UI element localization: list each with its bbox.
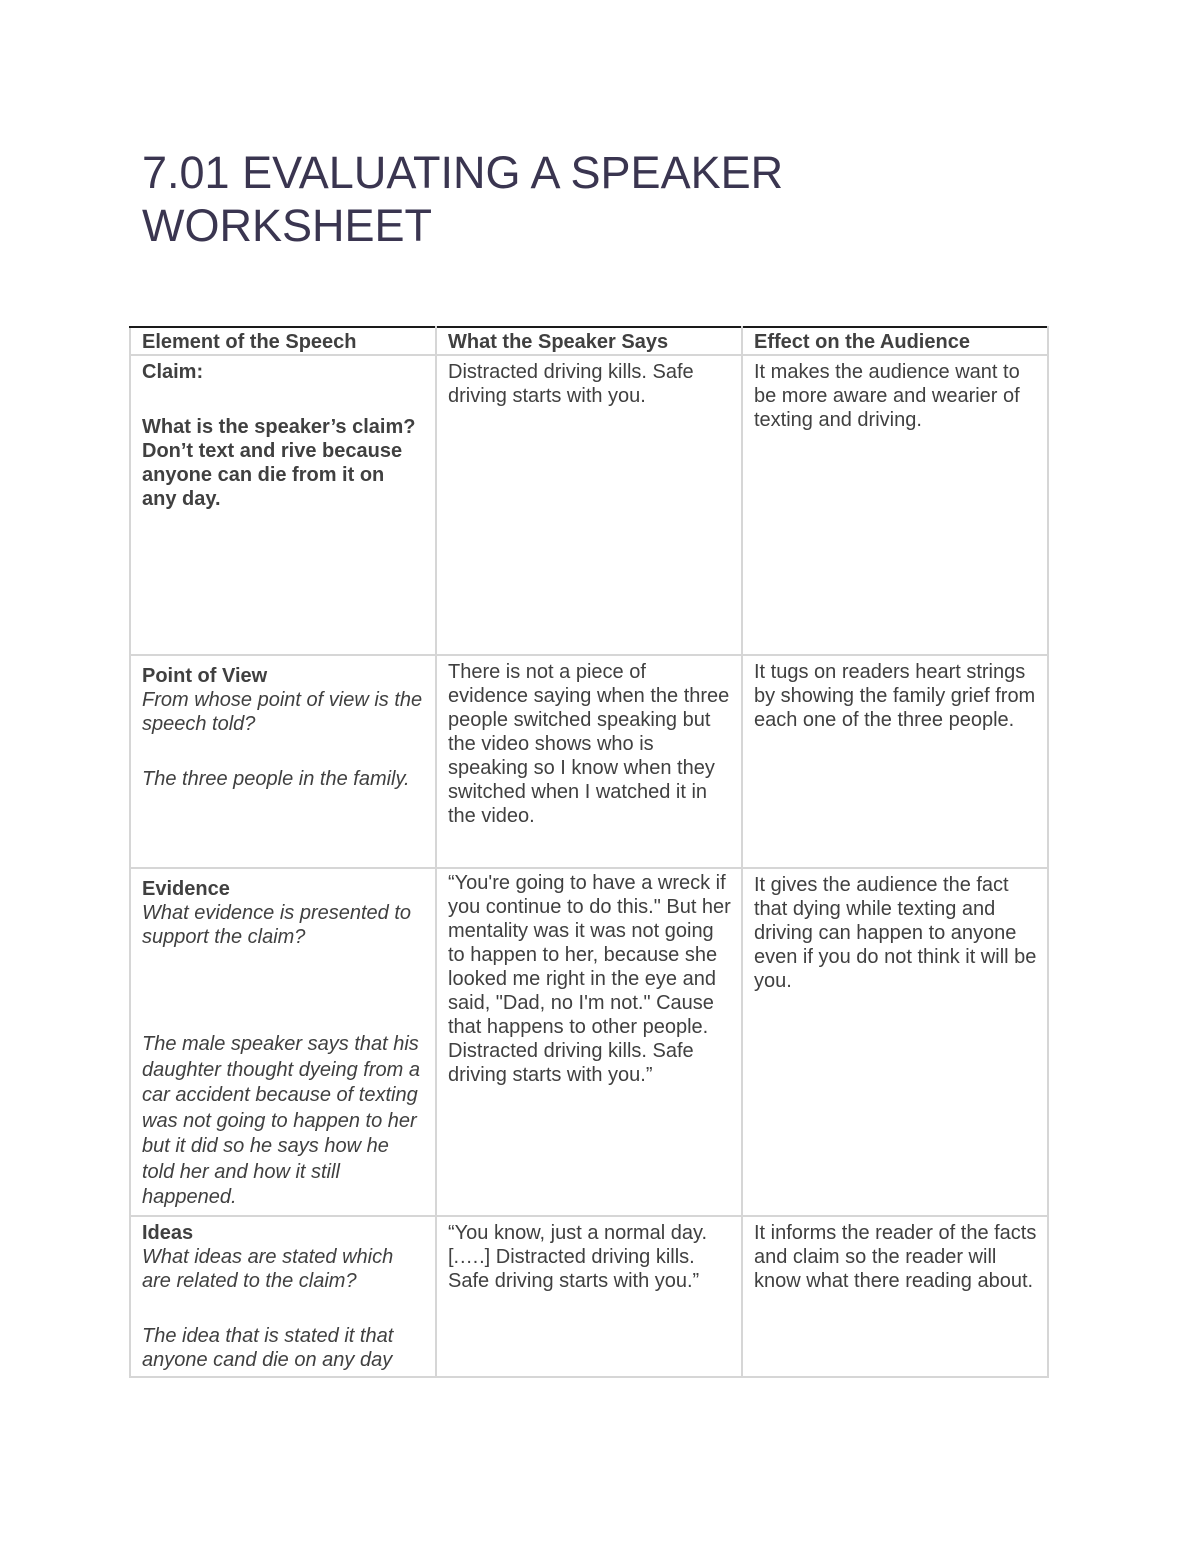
header-speaker-says: What the Speaker Says	[436, 327, 742, 355]
claim-answer-line-3: any day.	[142, 488, 221, 510]
title-line-2: WORKSHEET	[142, 200, 433, 251]
evaluation-table	[129, 326, 1049, 1378]
claim-element-cell	[130, 355, 436, 655]
ideas-effect-cell	[742, 1216, 1048, 1377]
evidence-effect-text: It gives the audience the fact that dying while texting and driving can happen to anyone even if you do not think it will be you.	[754, 874, 1037, 992]
table-row-evidence	[130, 868, 1048, 1216]
ideas-says-cell	[436, 1216, 742, 1377]
pov-says-text: There is not a piece of evidence saying when the three people switched speaking but the video shows who is speaking so I know when they switched when I watched it in the video.	[448, 661, 730, 827]
evidence-says-part-2: Distracted driving kills. Safe driving starts with you.”	[448, 1040, 694, 1086]
table-row-point-of-view	[130, 655, 1048, 868]
claim-answer	[142, 415, 425, 511]
title-line-1: 7.01 EVALUATING A SPEAKER	[142, 147, 784, 198]
claim-says-text: Distracted driving kills. Safe driving starts with you.	[448, 361, 694, 407]
pov-says-cell	[436, 655, 742, 868]
evidence-says-cell	[436, 868, 742, 1216]
pov-effect-text: It tugs on readers heart strings by showing the family grief from each one of the three people.	[754, 661, 1036, 731]
evidence-label: Evidence	[142, 878, 230, 900]
claim-answer-line-1: Don’t text and rive because	[142, 440, 403, 462]
pov-answer: The three people in the family.	[142, 768, 410, 790]
table-row-ideas	[130, 1216, 1048, 1377]
pov-prompt: From whose point of view is the speech told?	[142, 689, 423, 735]
evidence-element-cell	[130, 868, 436, 1216]
ideas-says-text: “You know, just a normal day. [.….] Distracted driving kills. Safe driving starts with you.”	[448, 1221, 708, 1292]
ideas-answer: The idea that is stated it that anyone cand die on any day	[142, 1324, 394, 1371]
claim-answer-line-2: anyone can die from it on	[142, 464, 385, 486]
ideas-label: Ideas	[142, 1221, 194, 1244]
ideas-prompt: What ideas are stated which are related to the claim?	[142, 1245, 394, 1292]
claim-effect-cell	[742, 355, 1048, 655]
evidence-prompt: What evidence is presented to support the claim?	[142, 902, 412, 948]
evidence-answer: The male speaker says that his daughter thought dyeing from a car accident because of texting was not going to happen to her but it did so he says how he told her and how it still happened.	[142, 1033, 420, 1208]
claim-effect-text: It makes the audience want to be more aware and wearier of texting and driving.	[754, 361, 1020, 431]
table-header-row	[130, 327, 1048, 355]
claim-label: Claim:	[142, 361, 204, 383]
evidence-says-part-1: “You're going to have a wreck if you continue to do this." But her mentality was it was not going to happen to her, because she looked me right in the eye and said, "Dad, no I'm not." Cause that happens to other people.	[448, 872, 731, 1038]
header-element: Element of the Speech	[130, 327, 436, 355]
ideas-effect-text: It informs the reader of the facts and claim so the reader will know what there reading about.	[754, 1221, 1037, 1292]
ideas-element-cell	[130, 1216, 436, 1377]
worksheet-title	[142, 146, 1042, 252]
pov-element-cell	[130, 655, 436, 868]
claim-says-cell	[436, 355, 742, 655]
claim-prompt: What is the speaker’s claim?	[142, 416, 416, 438]
table-row-claim	[130, 355, 1048, 655]
pov-label: Point of View	[142, 665, 268, 687]
evidence-effect-cell	[742, 868, 1048, 1216]
pov-effect-cell	[742, 655, 1048, 868]
header-effect: Effect on the Audience	[742, 327, 1048, 355]
